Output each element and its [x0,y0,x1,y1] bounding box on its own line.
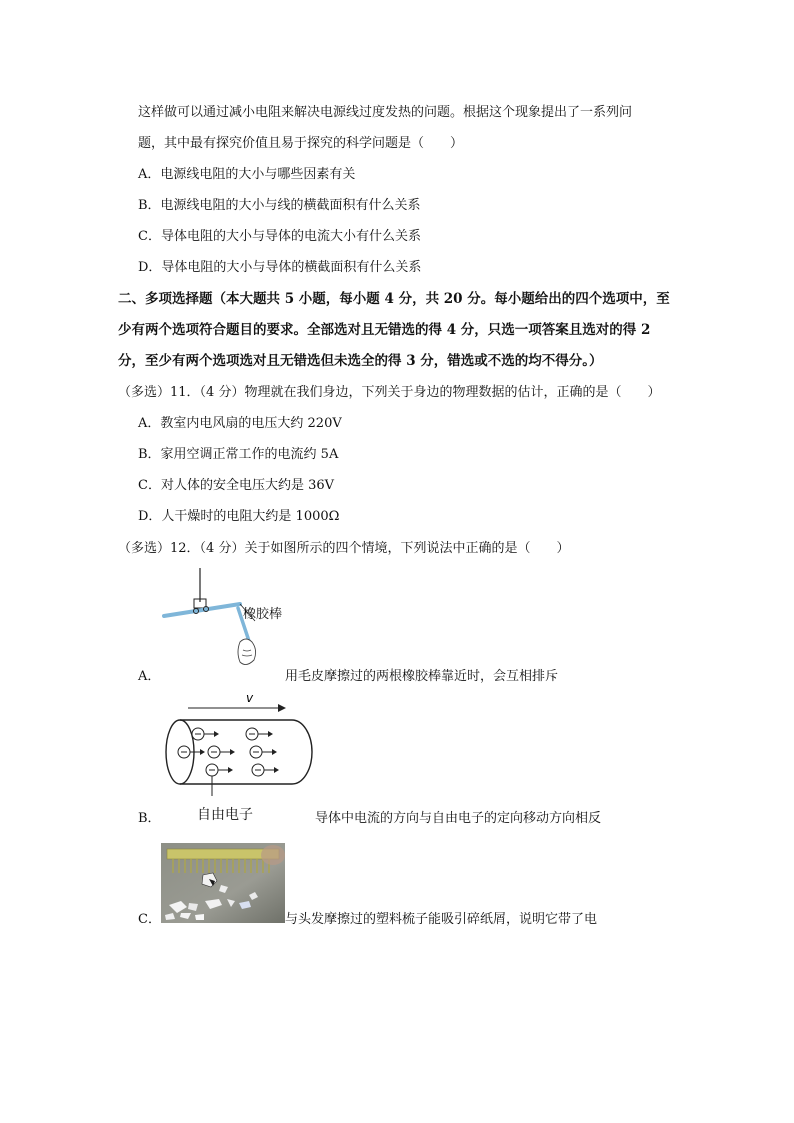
comb-photo [161,843,285,923]
q12-stem: （多选）12．（4 分）关于如图所示的四个情境，下列说法中正确的是（ ） [118,541,570,556]
q12-option-a-text: 用毛皮摩擦过的两根橡胶棒靠近时，会互相排斥 [285,669,559,684]
free-electron-label: 自由电子 [197,807,253,823]
q11-option-a: A．教室内电风扇的电压大约 220V [138,416,342,431]
q12-option-b-text: 导体中电流的方向与自由电子的定向移动方向相反 [315,811,602,826]
section2-heading-line-2: 少有两个选项符合题目的要求。全部选对且无错选的得 4 分，只选一项答案且选对的得 2 [118,322,651,338]
q10-continuation-line-2: 题，其中最有探究价值且易于探究的科学问题是（ ） [138,136,464,151]
q10-option-d: D．导体电阻的大小与导体的横截面积有什么关系 [138,260,422,275]
electron [250,746,277,758]
section2-heading-line-3: 分，至少有两个选项选对且无错选但未选全的得 3 分，错选或不选的均不得分。） [118,353,603,369]
q12-option-a-label: A． [138,669,161,684]
q10-option-c: C．导体电阻的大小与导体的电流大小有什么关系 [138,229,421,244]
finger [261,845,285,865]
electron [252,764,279,776]
q11-option-d: D．人干燥时的电阻大约是 1000Ω [138,509,340,524]
electron [206,764,233,776]
q10-continuation-line-1: 这样做可以通过减小电阻来解决电源线过度发热的问题。根据这个现象提出了一系列问 [138,105,633,120]
conductor-electron-figure [160,688,320,800]
rubber-rod-label: 橡胶棒 [243,607,283,622]
electron [192,728,219,740]
section2-heading-line-1: 二、多项选择题（本大题共 5 小题，每小题 4 分，共 20 分。每小题给出的四个选项中，至 [118,291,670,307]
q12-option-c-label: C． [138,912,161,927]
hand-icon [238,639,256,665]
q12-option-c-text: 与头发摩擦过的塑料梳子能吸引碎纸屑，说明它带了电 [285,912,598,927]
electron [246,728,273,740]
q10-option-a: A．电源线电阻的大小与哪些因素有关 [138,167,356,182]
electron [208,746,235,758]
q12-option-b-label: B． [138,811,161,826]
q11-option-b: B．家用空调正常工作的电流约 5A [138,447,339,462]
rubber-rod-figure [160,566,290,686]
suspended-rubber-rod [164,604,240,616]
q11-stem: （多选）11．（4 分）物理就在我们身边，下列关于身边的物理数据的估计，正确的是（ ） [118,385,661,400]
velocity-symbol: v [246,691,254,705]
free-electrons [178,728,279,776]
q11-option-c: C．对人体的安全电压大约是 36V [138,478,335,493]
q10-option-b: B．电源线电阻的大小与线的横截面积有什么关系 [138,198,421,213]
electron [178,746,205,758]
